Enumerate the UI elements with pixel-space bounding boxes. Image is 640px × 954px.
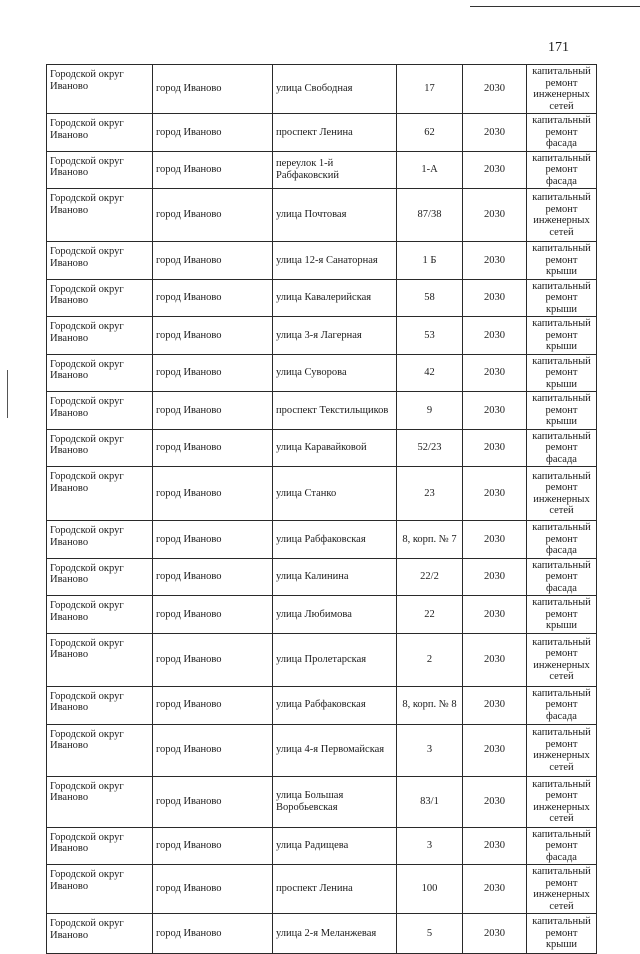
city-cell: город Иваново	[153, 865, 273, 914]
district-cell: Городской округ Иваново	[47, 686, 153, 724]
district-cell: Городской округ Иваново	[47, 354, 153, 392]
table-row	[47, 151, 597, 189]
year-cell: 2030	[463, 776, 527, 827]
house-number-cell: 17	[397, 65, 463, 114]
street-cell: переулок 1-й Рабфаковский	[273, 151, 397, 189]
house-number-cell: 2	[397, 633, 463, 686]
district-cell: Городской округ Иваново	[47, 151, 153, 189]
city-cell: город Иваново	[153, 827, 273, 865]
district-cell: Городской округ Иваново	[47, 521, 153, 559]
work-type-cell: капитальный ремонт крыши	[527, 242, 597, 280]
work-type-cell: капитальный ремонт фасада	[527, 151, 597, 189]
city-cell: город Иваново	[153, 317, 273, 355]
top-border-line	[470, 6, 640, 7]
table-row	[47, 65, 597, 114]
year-cell: 2030	[463, 596, 527, 634]
district-cell: Городской округ Иваново	[47, 189, 153, 242]
district-cell: Городской округ Иваново	[47, 242, 153, 280]
year-cell: 2030	[463, 151, 527, 189]
district-cell: Городской округ Иваново	[47, 865, 153, 914]
district-cell: Городской округ Иваново	[47, 429, 153, 467]
year-cell: 2030	[463, 724, 527, 776]
house-number-cell: 42	[397, 354, 463, 392]
work-type-cell: капитальный ремонт фасада	[527, 827, 597, 865]
year-cell: 2030	[463, 392, 527, 430]
year-cell: 2030	[463, 827, 527, 865]
table-body	[47, 65, 597, 954]
work-type-cell: капитальный ремонт фасада	[527, 521, 597, 559]
year-cell: 2030	[463, 633, 527, 686]
table-row	[47, 317, 597, 355]
house-number-cell: 52/23	[397, 429, 463, 467]
house-number-cell: 8, корп. № 8	[397, 686, 463, 724]
year-cell: 2030	[463, 865, 527, 914]
year-cell: 2030	[463, 521, 527, 559]
work-type-cell: капитальный ремонт крыши	[527, 279, 597, 317]
table-row	[47, 914, 597, 954]
year-cell: 2030	[463, 558, 527, 596]
work-type-cell: капитальный ремонт крыши	[527, 392, 597, 430]
year-cell: 2030	[463, 354, 527, 392]
city-cell: город Иваново	[153, 521, 273, 559]
table-row	[47, 827, 597, 865]
work-type-cell: капитальный ремонт крыши	[527, 354, 597, 392]
city-cell: город Иваново	[153, 429, 273, 467]
table-row	[47, 354, 597, 392]
city-cell: город Иваново	[153, 114, 273, 152]
street-cell: улица Каравайковой	[273, 429, 397, 467]
city-cell: город Иваново	[153, 279, 273, 317]
margin-mark	[7, 370, 8, 418]
table-row	[47, 392, 597, 430]
table-row	[47, 114, 597, 152]
table-row	[47, 596, 597, 634]
work-type-cell: капитальный ремонт инженерных сетей	[527, 189, 597, 242]
district-cell: Городской округ Иваново	[47, 317, 153, 355]
district-cell: Городской округ Иваново	[47, 776, 153, 827]
work-type-cell: капитальный ремонт крыши	[527, 317, 597, 355]
year-cell: 2030	[463, 189, 527, 242]
district-cell: Городской округ Иваново	[47, 65, 153, 114]
district-cell: Городской округ Иваново	[47, 633, 153, 686]
year-cell: 2030	[463, 114, 527, 152]
city-cell: город Иваново	[153, 65, 273, 114]
district-cell: Городской округ Иваново	[47, 114, 153, 152]
district-cell: Городской округ Иваново	[47, 392, 153, 430]
city-cell: город Иваново	[153, 776, 273, 827]
house-number-cell: 3	[397, 724, 463, 776]
year-cell: 2030	[463, 429, 527, 467]
street-cell: улица 4-я Первомайская	[273, 724, 397, 776]
work-type-cell: капитальный ремонт фасада	[527, 686, 597, 724]
street-cell: проспект Ленина	[273, 114, 397, 152]
street-cell: улица 12-я Санаторная	[273, 242, 397, 280]
table-row	[47, 558, 597, 596]
house-number-cell: 1-А	[397, 151, 463, 189]
street-cell: улица Калинина	[273, 558, 397, 596]
table-row	[47, 242, 597, 280]
city-cell: город Иваново	[153, 467, 273, 521]
district-cell: Городской округ Иваново	[47, 827, 153, 865]
house-number-cell: 9	[397, 392, 463, 430]
year-cell: 2030	[463, 686, 527, 724]
work-type-cell: капитальный ремонт инженерных сетей	[527, 65, 597, 114]
table-row	[47, 521, 597, 559]
work-type-cell: капитальный ремонт крыши	[527, 914, 597, 954]
city-cell: город Иваново	[153, 242, 273, 280]
city-cell: город Иваново	[153, 724, 273, 776]
table-row	[47, 279, 597, 317]
work-type-cell: капитальный ремонт инженерных сетей	[527, 467, 597, 521]
city-cell: город Иваново	[153, 189, 273, 242]
district-cell: Городской округ Иваново	[47, 279, 153, 317]
table-row	[47, 686, 597, 724]
district-cell: Городской округ Иваново	[47, 596, 153, 634]
city-cell: город Иваново	[153, 686, 273, 724]
house-number-cell: 83/1	[397, 776, 463, 827]
city-cell: город Иваново	[153, 558, 273, 596]
work-type-cell: капитальный ремонт фасада	[527, 558, 597, 596]
year-cell: 2030	[463, 65, 527, 114]
street-cell: проспект Текстильщиков	[273, 392, 397, 430]
street-cell: улица Пролетарская	[273, 633, 397, 686]
work-type-cell: капитальный ремонт фасада	[527, 114, 597, 152]
street-cell: улица 2-я Меланжевая	[273, 914, 397, 954]
year-cell: 2030	[463, 914, 527, 954]
year-cell: 2030	[463, 242, 527, 280]
work-type-cell: капитальный ремонт инженерных сетей	[527, 724, 597, 776]
house-number-cell: 100	[397, 865, 463, 914]
street-cell: проспект Ленина	[273, 865, 397, 914]
street-cell: улица Большая Воробьевская	[273, 776, 397, 827]
work-type-cell: капитальный ремонт крыши	[527, 596, 597, 634]
house-number-cell: 22	[397, 596, 463, 634]
year-cell: 2030	[463, 279, 527, 317]
city-cell: город Иваново	[153, 633, 273, 686]
district-cell: Городской округ Иваново	[47, 724, 153, 776]
district-cell: Городской округ Иваново	[47, 558, 153, 596]
table-row	[47, 467, 597, 521]
street-cell: улица Рабфаковская	[273, 686, 397, 724]
work-type-cell: капитальный ремонт инженерных сетей	[527, 776, 597, 827]
house-number-cell: 5	[397, 914, 463, 954]
city-cell: город Иваново	[153, 392, 273, 430]
repair-schedule-table	[46, 64, 597, 954]
street-cell: улица Кавалерийская	[273, 279, 397, 317]
work-type-cell: капитальный ремонт фасада	[527, 429, 597, 467]
house-number-cell: 1 Б	[397, 242, 463, 280]
house-number-cell: 23	[397, 467, 463, 521]
city-cell: город Иваново	[153, 596, 273, 634]
page-number: 171	[548, 40, 569, 55]
house-number-cell: 8, корп. № 7	[397, 521, 463, 559]
house-number-cell: 58	[397, 279, 463, 317]
work-type-cell: капитальный ремонт инженерных сетей	[527, 865, 597, 914]
table-row	[47, 776, 597, 827]
table-row	[47, 865, 597, 914]
table-row	[47, 724, 597, 776]
table-row	[47, 429, 597, 467]
table-row	[47, 189, 597, 242]
district-cell: Городской округ Иваново	[47, 914, 153, 954]
year-cell: 2030	[463, 317, 527, 355]
work-type-cell: капитальный ремонт инженерных сетей	[527, 633, 597, 686]
city-cell: город Иваново	[153, 151, 273, 189]
city-cell: город Иваново	[153, 914, 273, 954]
street-cell: улица Свободная	[273, 65, 397, 114]
street-cell: улица Радищева	[273, 827, 397, 865]
year-cell: 2030	[463, 467, 527, 521]
street-cell: улица Рабфаковская	[273, 521, 397, 559]
street-cell: улица Любимова	[273, 596, 397, 634]
street-cell: улица Суворова	[273, 354, 397, 392]
district-cell: Городской округ Иваново	[47, 467, 153, 521]
house-number-cell: 53	[397, 317, 463, 355]
street-cell: улица Станко	[273, 467, 397, 521]
house-number-cell: 22/2	[397, 558, 463, 596]
house-number-cell: 62	[397, 114, 463, 152]
street-cell: улица Почтовая	[273, 189, 397, 242]
table-row	[47, 633, 597, 686]
city-cell: город Иваново	[153, 354, 273, 392]
house-number-cell: 87/38	[397, 189, 463, 242]
street-cell: улица 3-я Лагерная	[273, 317, 397, 355]
house-number-cell: 3	[397, 827, 463, 865]
